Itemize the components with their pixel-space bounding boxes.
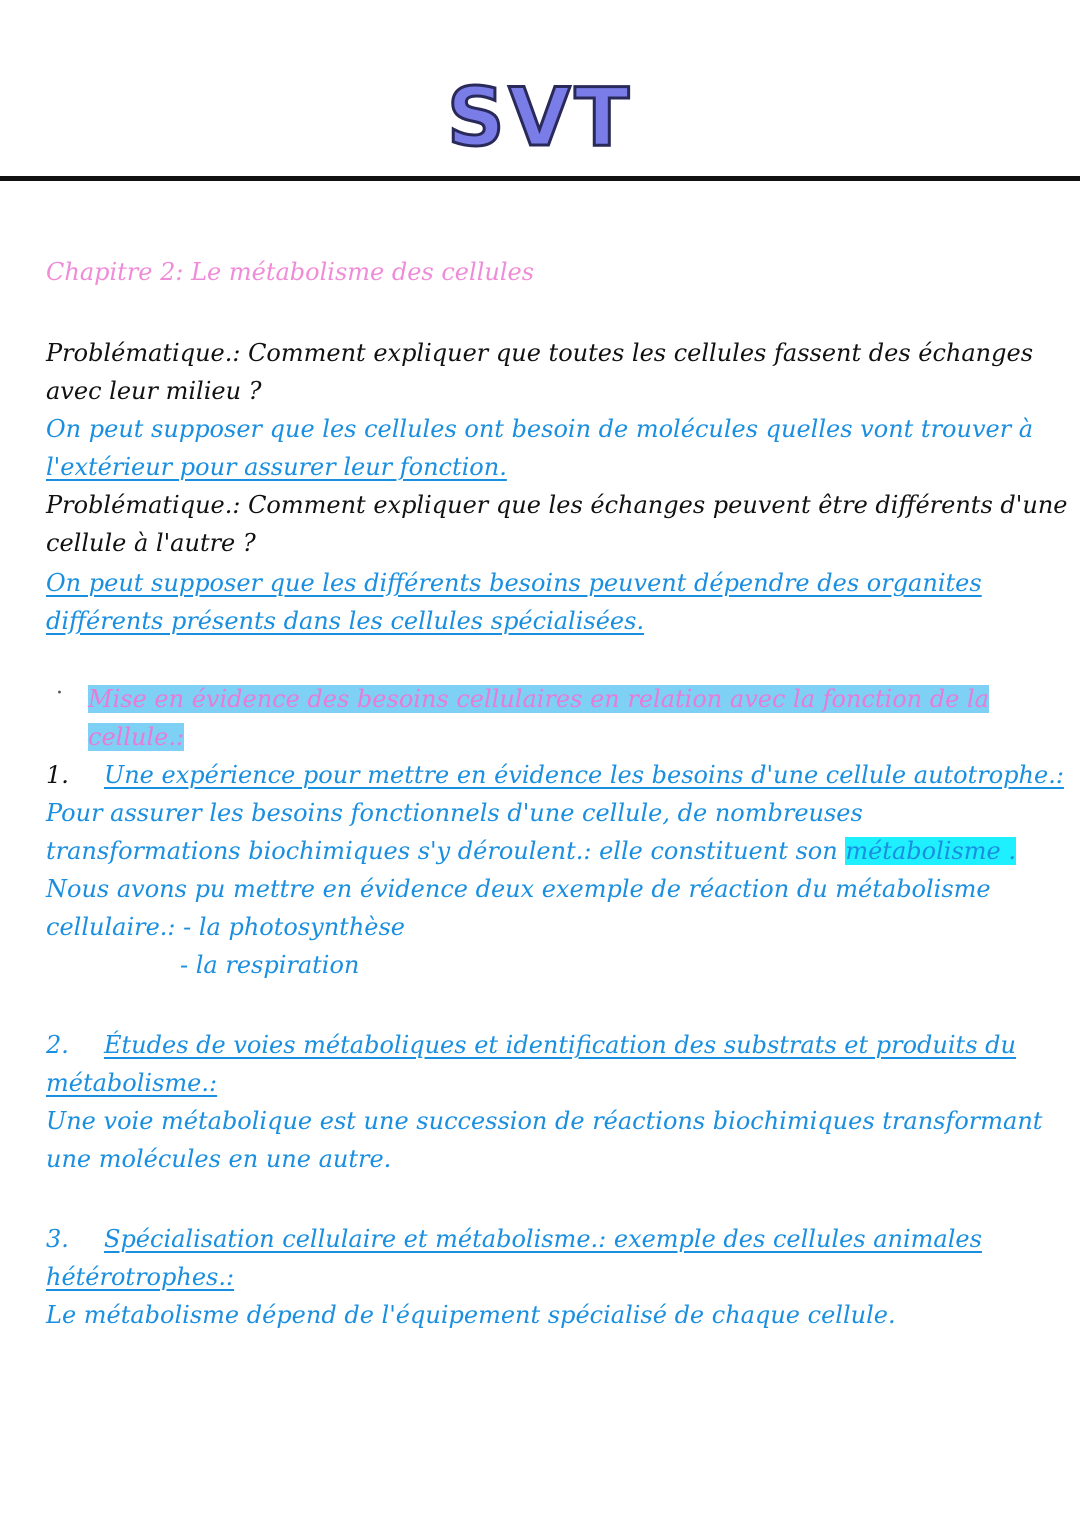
problem-2 xyxy=(46,486,1068,562)
part-2-line-1: Une voie métabolique est une succession de réactions biochimiques transformant xyxy=(46,1107,1043,1135)
hypothesis-2-line-1: On peut supposer que les différents besoins peuvent dépendre des organites xyxy=(46,569,982,597)
part-1-line-3: Nous avons pu mettre en évidence deux exemple de réaction du métabolisme xyxy=(46,875,991,903)
page-title: SVT xyxy=(446,71,634,164)
part-1-line-4: cellulaire.: - la photosynthèse xyxy=(46,913,406,941)
metabolisme-highlight: métabolisme . xyxy=(845,837,1016,865)
part-1-line-2 xyxy=(46,832,1036,870)
part-1-heading-row xyxy=(46,756,1064,794)
part-1-line-5: - la respiration xyxy=(180,951,360,979)
problem-1-line-1: Problématique.: Comment expliquer que toutes les cellules fassent des échanges xyxy=(46,339,1034,367)
section-bullet: · xyxy=(56,681,63,706)
part-2-heading-1: Études de voies métaboliques et identification des substrats et produits du xyxy=(104,1031,1016,1059)
problem-1-line-2: avec leur milieu ? xyxy=(46,377,262,405)
section-heading xyxy=(88,680,989,756)
problem-2-line-1: Problématique.: Comment expliquer que les échanges peuvent être différents d'une xyxy=(46,491,1068,519)
part-3-number: 3. xyxy=(46,1225,69,1253)
part-2-heading-row xyxy=(46,1026,1036,1064)
part-2-line-2: une molécules en une autre. xyxy=(46,1145,392,1173)
chapter-heading: Chapitre 2: Le métabolisme des cellules xyxy=(46,258,535,286)
hypothesis-2-line-2: différents présents dans les cellules spécialisées. xyxy=(46,607,645,635)
part-1-line-2-text: transformations biochimiques s'y déroulent.: elle constituent son xyxy=(46,837,846,865)
part-3 xyxy=(46,1220,1036,1334)
part-3-heading-2: hétérotrophes.: xyxy=(46,1263,235,1291)
part-3-heading-row xyxy=(46,1220,1036,1258)
part-3-line-1: Le métabolisme dépend de l'équipement spécialisé de chaque cellule. xyxy=(46,1301,896,1329)
part-1-heading: Une expérience pour mettre en évidence les besoins d'une cellule autotrophe.: xyxy=(104,761,1064,789)
hypothesis-1-line-1: On peut supposer que les cellules ont besoin de molécules quelles vont trouver à xyxy=(46,415,1034,443)
part-2-number: 2. xyxy=(46,1031,69,1059)
part-1-line-1: Pour assurer les besoins fonctionnels d'une cellule, de nombreuses xyxy=(46,799,863,827)
problem-1 xyxy=(46,334,1036,410)
section-heading-line-1: Mise en évidence des besoins cellulaires en relation avec la fonction de la xyxy=(88,685,989,713)
hypothesis-1 xyxy=(46,410,1036,486)
hypothesis-1-line-2: l'extérieur pour assurer leur fonction. xyxy=(46,453,507,481)
part-2-heading-2: métabolisme.: xyxy=(46,1069,218,1097)
part-2 xyxy=(46,1026,1043,1178)
part-1 xyxy=(46,756,1064,984)
problem-2-line-2: cellule à l'autre ? xyxy=(46,529,256,557)
part-3-heading-1: Spécialisation cellulaire et métabolisme.: exemple des cellules animales xyxy=(104,1225,982,1253)
title-divider xyxy=(0,176,1080,181)
hypothesis-2 xyxy=(46,564,1036,640)
section-heading-line-2: cellule.: xyxy=(88,723,185,751)
part-1-number: 1. xyxy=(46,761,69,789)
